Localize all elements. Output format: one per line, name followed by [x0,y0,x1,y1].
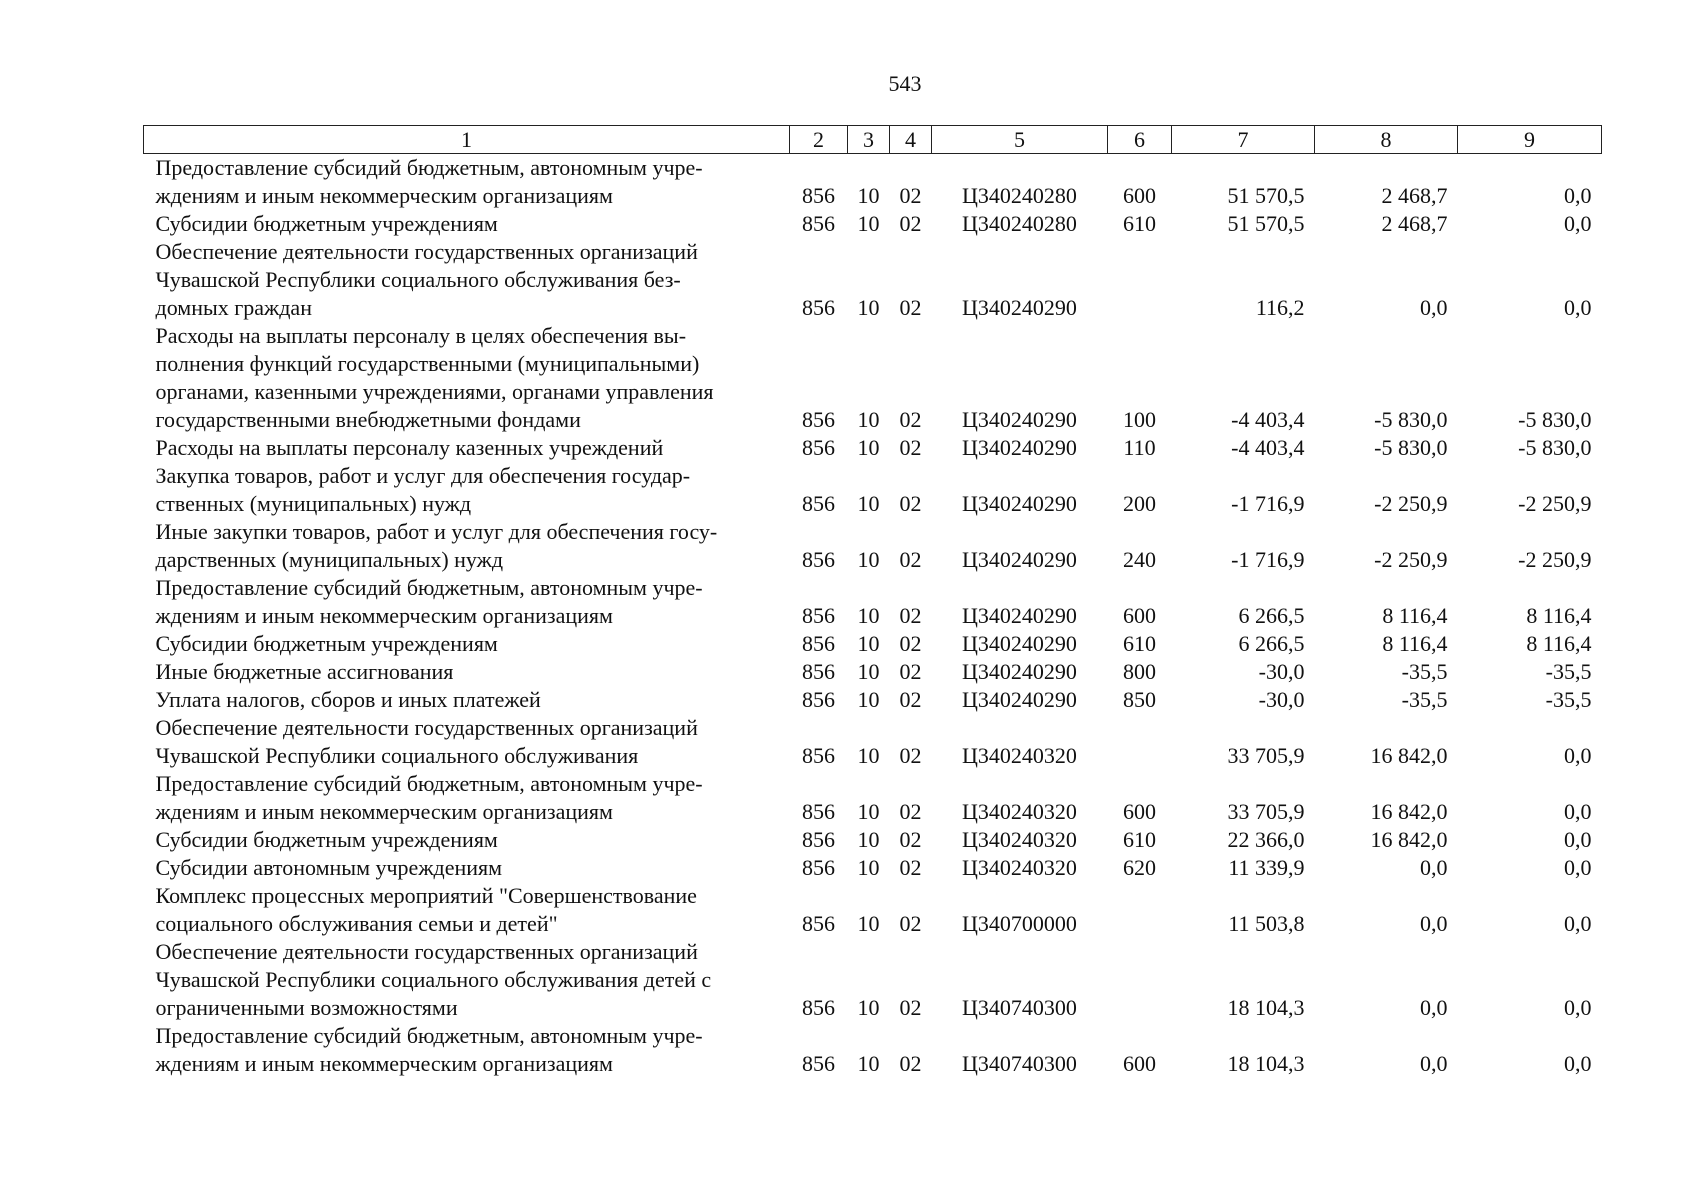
section-code-cell: 10 [857,183,880,208]
amount-col7-cell: 11 503,8 [1228,911,1305,936]
amount-col8-cell: 16 842,0 [1370,799,1448,824]
table-header [144,126,1602,154]
section-code-cell: 10 [857,659,880,684]
amount-col8-cell: 2 468,7 [1381,211,1448,236]
table-row [144,462,1602,518]
subsection-code-cell: 02 [899,631,922,656]
section-code-cell: 10 [857,799,880,824]
description-line: органами, казенными учреждениями, органами управления [155,379,714,404]
description-line: полнения функций государственными (муниципальными) [155,351,700,376]
column-header-5: 5 [932,126,1108,154]
amount-col9-cell: 0,0 [1564,855,1592,880]
section-code-cell: 10 [857,827,880,852]
description-cell [144,574,790,630]
amount-col9-cell: 0,0 [1564,211,1592,236]
expense-type-cell: 850 [1123,687,1156,712]
amount-col7-cell: 51 570,5 [1227,183,1305,208]
target-item-cell: Ц340240320 [962,799,1077,824]
description-line: Комплекс процессных мероприятий "Совершенствование [155,883,697,908]
subsection-code-cell: 02 [899,743,922,768]
section-code-cell: 10 [857,687,880,712]
target-item-cell: Ц340240290 [962,687,1077,712]
amount-col8-cell: 0,0 [1420,855,1448,880]
section-code-cell: 10 [857,407,880,432]
amount-col8-cell: -5 830,0 [1374,435,1448,460]
description-line: Расходы на выплаты персоналу казенных учреждений [155,435,664,460]
target-item-cell: Ц340740300 [962,995,1077,1020]
amount-col8-cell: 8 116,4 [1382,631,1448,656]
expense-type-cell: 620 [1123,855,1156,880]
amount-col7-cell: -1 716,9 [1231,547,1305,572]
ministry-code-cell: 856 [802,911,835,936]
column-header-2: 2 [790,126,848,154]
amount-col9-cell: -5 830,0 [1518,435,1592,460]
subsection-code-cell: 02 [899,295,922,320]
description-cell [144,686,790,714]
description-cell [144,658,790,686]
ministry-code-cell: 856 [802,547,835,572]
amount-col7-cell: -4 403,4 [1231,435,1305,460]
amount-col7-cell: -4 403,4 [1231,407,1305,432]
subsection-code-cell: 02 [899,911,922,936]
amount-col7-cell: 18 104,3 [1227,995,1305,1020]
target-item-cell: Ц340740300 [962,1051,1077,1076]
section-code-cell: 10 [857,435,880,460]
description-line: ственных (муниципальных) нужд [155,491,472,516]
description-line: Иные закупки товаров, работ и услуг для обеспечения госу- [155,519,718,544]
ministry-code-cell: 856 [802,407,835,432]
column-header-6: 6 [1108,126,1172,154]
column-header-4: 4 [890,126,932,154]
description-line: ждениям и иным некоммерческим организациям [155,603,613,628]
subsection-code-cell: 02 [899,1051,922,1076]
expense-type-cell: 600 [1123,603,1156,628]
ministry-code-cell: 856 [802,295,835,320]
subsection-code-cell: 02 [899,855,922,880]
description-cell [144,938,790,1022]
amount-col9-cell: -35,5 [1545,659,1592,684]
target-item-cell: Ц340240280 [962,211,1077,236]
target-item-cell: Ц340240320 [962,855,1077,880]
expense-type-cell: 240 [1123,547,1156,572]
expense-type-cell [1108,238,1172,322]
table-row [144,434,1602,462]
amount-col9-cell: 8 116,4 [1526,631,1592,656]
amount-col7-cell: 18 104,3 [1227,1051,1305,1076]
amount-col8-cell: 16 842,0 [1370,743,1448,768]
description-cell [144,770,790,826]
target-item-cell: Ц340240290 [962,659,1077,684]
description-line: Расходы на выплаты персоналу в целях обеспечения вы- [155,323,687,348]
expense-type-cell: 600 [1123,1051,1156,1076]
description-line: социального обслуживания семьи и детей" [155,911,558,936]
section-code-cell: 10 [857,603,880,628]
ministry-code-cell: 856 [802,743,835,768]
expense-type-cell [1108,882,1172,938]
description-line: Чувашской Республики социального обслуживания [155,743,639,768]
table-row [144,854,1602,882]
target-item-cell: Ц340240290 [962,295,1077,320]
amount-col8-cell: -2 250,9 [1374,547,1448,572]
description-cell [144,882,790,938]
column-header-3: 3 [848,126,890,154]
expense-type-cell: 610 [1123,631,1156,656]
amount-col8-cell: 0,0 [1420,995,1448,1020]
subsection-code-cell: 02 [899,211,922,236]
ministry-code-cell: 856 [802,1051,835,1076]
target-item-cell: Ц340240320 [962,743,1077,768]
description-cell [144,714,790,770]
amount-col9-cell: -5 830,0 [1518,407,1592,432]
target-item-cell: Ц340240290 [962,407,1077,432]
amount-col7-cell: 51 570,5 [1227,211,1305,236]
section-code-cell: 10 [857,631,880,656]
description-line: Предоставление субсидий бюджетным, автономным учре- [155,771,703,796]
table-row [144,658,1602,686]
description-line: Субсидии бюджетным учреждениям [155,827,498,852]
subsection-code-cell: 02 [899,603,922,628]
table-row [144,714,1602,770]
description-line: государственными внебюджетными фондами [155,407,581,432]
subsection-code-cell: 02 [899,435,922,460]
section-code-cell: 10 [857,855,880,880]
description-cell [144,154,790,211]
subsection-code-cell: 02 [899,799,922,824]
section-code-cell: 10 [857,743,880,768]
table-row [144,686,1602,714]
description-cell [144,854,790,882]
description-line: Предоставление субсидий бюджетным, автономным учре- [155,1023,703,1048]
table-row [144,574,1602,630]
description-line: Чувашской Республики социального обслуживания детей с [155,967,712,992]
description-cell [144,238,790,322]
amount-col9-cell: 0,0 [1564,827,1592,852]
subsection-code-cell: 02 [899,687,922,712]
ministry-code-cell: 856 [802,211,835,236]
expense-type-cell: 610 [1123,211,1156,236]
amount-col7-cell: -30,0 [1258,659,1305,684]
expense-type-cell: 110 [1123,435,1156,460]
amount-col8-cell: 0,0 [1420,295,1448,320]
description-cell [144,1022,790,1078]
description-line: ограниченными возможностями [155,995,458,1020]
description-line: Обеспечение деятельности государственных организаций [155,715,698,740]
amount-col8-cell: -5 830,0 [1374,407,1448,432]
description-line: Субсидии бюджетным учреждениям [155,211,498,236]
description-cell [144,826,790,854]
target-item-cell: Ц340240290 [962,491,1077,516]
subsection-code-cell: 02 [899,547,922,572]
ministry-code-cell: 856 [802,491,835,516]
target-item-cell: Ц340240280 [962,183,1077,208]
description-line: дарственных (муниципальных) нужд [155,547,504,572]
ministry-code-cell: 856 [802,855,835,880]
ministry-code-cell: 856 [802,827,835,852]
table-row [144,938,1602,1022]
amount-col8-cell: 2 468,7 [1381,183,1448,208]
amount-col9-cell: 0,0 [1564,743,1592,768]
description-line: ждениям и иным некоммерческим организациям [155,1051,613,1076]
ministry-code-cell: 856 [802,435,835,460]
expense-type-cell: 200 [1123,491,1156,516]
amount-col9-cell: 0,0 [1564,911,1592,936]
expense-type-cell: 600 [1123,183,1156,208]
description-line: Предоставление субсидий бюджетным, автономным учре- [155,575,703,600]
description-line: ждениям и иным некоммерческим организациям [155,183,613,208]
expense-type-cell: 100 [1123,407,1156,432]
target-item-cell: Ц340240290 [962,603,1077,628]
budget-table [143,125,1602,1078]
amount-col7-cell: 116,2 [1255,295,1305,320]
amount-col8-cell: -35,5 [1401,687,1448,712]
expense-type-cell [1108,714,1172,770]
target-item-cell: Ц340240290 [962,435,1077,460]
description-cell [144,210,790,238]
amount-col9-cell: 0,0 [1564,995,1592,1020]
page-number: 543 [888,71,922,96]
amount-col8-cell: 16 842,0 [1370,827,1448,852]
subsection-code-cell: 02 [899,491,922,516]
table-row [144,630,1602,658]
description-line: Закупка товаров, работ и услуг для обеспечения государ- [155,463,691,488]
amount-col7-cell: 33 705,9 [1227,799,1305,824]
amount-col9-cell: 0,0 [1564,295,1592,320]
column-header-8: 8 [1315,126,1458,154]
amount-col8-cell: 8 116,4 [1382,603,1448,628]
table-row [144,770,1602,826]
description-line: Предоставление субсидий бюджетным, автономным учре- [155,155,703,180]
target-item-cell: Ц340700000 [962,911,1077,936]
amount-col7-cell: 22 366,0 [1227,827,1305,852]
amount-col9-cell: -35,5 [1545,687,1592,712]
amount-col9-cell: 0,0 [1564,799,1592,824]
expense-type-cell: 600 [1123,799,1156,824]
section-code-cell: 10 [857,547,880,572]
section-code-cell: 10 [857,211,880,236]
amount-col9-cell: 0,0 [1564,183,1592,208]
description-line: домных граждан [155,295,312,320]
amount-col7-cell: -30,0 [1258,687,1305,712]
header-row [144,126,1602,154]
ministry-code-cell: 856 [802,183,835,208]
expense-type-cell: 610 [1123,827,1156,852]
amount-col7-cell: 33 705,9 [1227,743,1305,768]
description-line: ждениям и иным некоммерческим организациям [155,799,613,824]
section-code-cell: 10 [857,911,880,936]
section-code-cell: 10 [857,1051,880,1076]
target-item-cell: Ц340240320 [962,827,1077,852]
subsection-code-cell: 02 [899,407,922,432]
expense-type-cell: 800 [1123,659,1156,684]
description-cell [144,630,790,658]
ministry-code-cell: 856 [802,603,835,628]
amount-col8-cell: 0,0 [1420,911,1448,936]
subsection-code-cell: 02 [899,995,922,1020]
table-row [144,1022,1602,1078]
table-row [144,882,1602,938]
description-line: Субсидии бюджетным учреждениям [155,631,498,656]
table-row [144,322,1602,434]
table-row [144,826,1602,854]
ministry-code-cell: 856 [802,995,835,1020]
description-cell [144,322,790,434]
ministry-code-cell: 856 [802,799,835,824]
description-line: Обеспечение деятельности государственных организаций [155,239,698,264]
section-code-cell: 10 [857,995,880,1020]
description-line: Уплата налогов, сборов и иных платежей [155,687,541,712]
target-item-cell: Ц340240290 [962,631,1077,656]
description-line: Обеспечение деятельности государственных организаций [155,939,698,964]
column-header-1: 1 [144,126,790,154]
amount-col9-cell: -2 250,9 [1518,547,1592,572]
table-row [144,210,1602,238]
description-cell [144,462,790,518]
amount-col7-cell: 11 339,9 [1228,855,1305,880]
table-row [144,518,1602,574]
subsection-code-cell: 02 [899,659,922,684]
table-row [144,154,1602,211]
amount-col9-cell: 0,0 [1564,1051,1592,1076]
table-body [144,154,1602,1079]
column-header-9: 9 [1458,126,1602,154]
column-header-7: 7 [1172,126,1315,154]
description-cell [144,518,790,574]
ministry-code-cell: 856 [802,631,835,656]
ministry-code-cell: 856 [802,659,835,684]
amount-col7-cell: 6 266,5 [1238,631,1305,656]
description-line: Иные бюджетные ассигнования [155,659,454,684]
description-line: Субсидии автономным учреждениям [155,855,503,880]
subsection-code-cell: 02 [899,183,922,208]
amount-col7-cell: 6 266,5 [1238,603,1305,628]
amount-col8-cell: 0,0 [1420,1051,1448,1076]
amount-col9-cell: -2 250,9 [1518,491,1592,516]
amount-col8-cell: -35,5 [1401,659,1448,684]
amount-col7-cell: -1 716,9 [1231,491,1305,516]
section-code-cell: 10 [857,491,880,516]
section-code-cell: 10 [857,295,880,320]
description-line: Чувашской Республики социального обслуживания без- [155,267,681,292]
description-cell [144,434,790,462]
amount-col9-cell: 8 116,4 [1526,603,1592,628]
ministry-code-cell: 856 [802,687,835,712]
target-item-cell: Ц340240290 [962,547,1077,572]
expense-type-cell [1108,938,1172,1022]
table-row [144,238,1602,322]
subsection-code-cell: 02 [899,827,922,852]
amount-col8-cell: -2 250,9 [1374,491,1448,516]
